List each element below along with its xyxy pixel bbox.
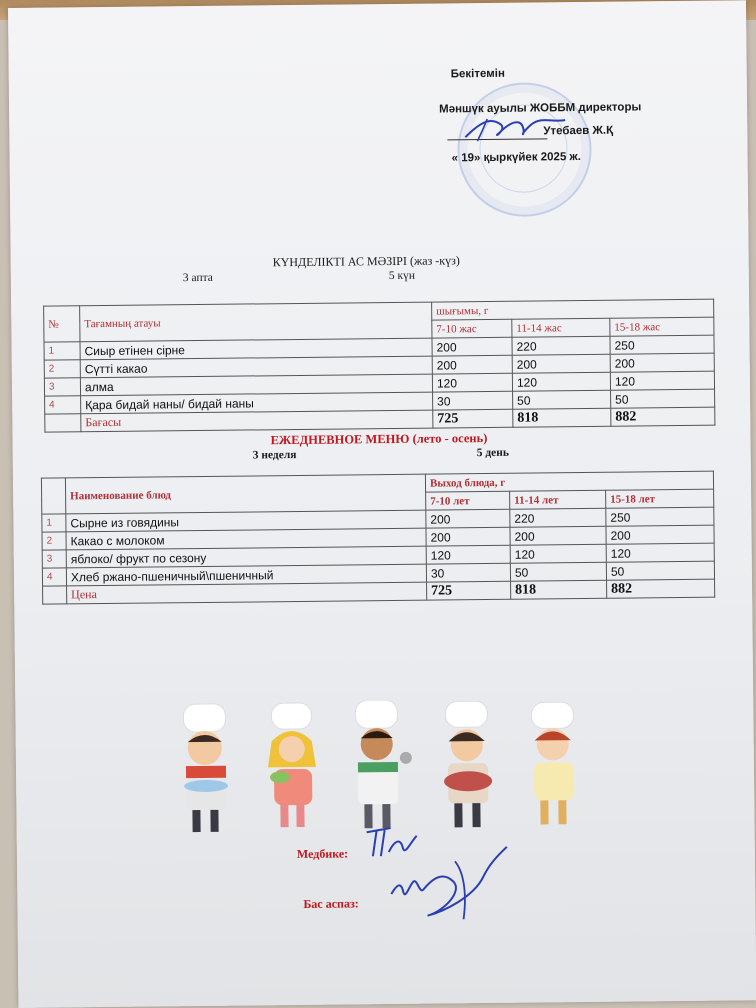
ru-week: 3 неделя [252, 449, 297, 462]
chef-label: Бас аспаз: [303, 896, 359, 911]
yield-age1: 120 [432, 373, 512, 392]
kz-header-no: № [44, 306, 80, 342]
row-number: 3 [42, 550, 66, 568]
yield-age1: 30 [426, 563, 510, 582]
row-number: 4 [42, 568, 66, 586]
total-age1: 725 [433, 409, 513, 428]
dish-name: Сүтті какао [80, 356, 432, 378]
yield-age1: 200 [426, 509, 510, 528]
kz-menu-table [43, 299, 715, 433]
yield-age2: 50 [513, 390, 611, 409]
dish-name: алма [80, 374, 432, 396]
yield-age3: 120 [606, 543, 714, 562]
total-age2: 818 [511, 580, 607, 599]
kz-header-yield: шығымы, г [432, 299, 714, 320]
yield-age2: 50 [510, 562, 606, 581]
yield-age2: 120 [510, 544, 606, 563]
kz-header-dish: Тағамның атауы [80, 302, 432, 342]
total-age3: 882 [607, 579, 715, 598]
yield-age1: 200 [426, 527, 510, 546]
empty-cell [45, 414, 81, 432]
chef-kid-4 [443, 701, 492, 827]
dish-name: Сырне из говядины [66, 510, 426, 532]
dish-name: Какао с молоком [66, 528, 426, 550]
kz-menu-title: КҮНДЕЛІКТІ АС МӘЗІРІ (жаз -күз) [272, 253, 460, 270]
yield-age2: 120 [512, 372, 610, 391]
approval-block [439, 67, 719, 165]
yield-age3: 50 [611, 389, 715, 408]
kz-header-age3: 15-18 жас [610, 317, 714, 336]
approval-line4: « 19» қыркүйек 2025 ж. [451, 151, 581, 165]
nurse-label: Медбике: [296, 846, 349, 862]
ru-header-dish: Наименование блюд [65, 474, 425, 514]
yield-age3: 250 [610, 335, 714, 354]
total-label: Бағасы [81, 410, 433, 432]
yield-age1: 200 [432, 337, 512, 356]
yield-age1: 200 [432, 355, 512, 374]
yield-age2: 200 [510, 526, 606, 545]
chef-kid-2 [267, 703, 316, 827]
yield-age3: 250 [606, 507, 714, 526]
yield-age2: 220 [510, 508, 606, 527]
row-number: 3 [44, 378, 80, 396]
chef-signature-icon [383, 841, 514, 926]
chef-kid-1 [183, 704, 228, 832]
yield-age3: 50 [606, 561, 714, 580]
director-signature-icon [461, 110, 571, 145]
ru-menu-title: ЕЖЕДНЕВНОЕ МЕНЮ (лето - осень) [270, 431, 488, 448]
yield-age1: 30 [433, 391, 513, 410]
ru-header-age3: 15-18 лет [606, 489, 714, 508]
kz-header-age1: 7-10 жас [432, 319, 512, 338]
yield-age2: 200 [512, 354, 610, 373]
dish-name: Қара бидай наны/ бидай наны [81, 392, 433, 414]
row-number: 1 [42, 514, 66, 532]
total-age1: 725 [427, 581, 511, 600]
approval-line2: Мәншүк ауылы ЖОББМ директоры [439, 101, 642, 116]
total-age3: 882 [611, 407, 715, 426]
total-label: Цена [67, 582, 427, 604]
yield-age3: 200 [606, 525, 714, 544]
kz-day: 5 күн [388, 269, 416, 283]
kz-header-age2: 11-14 жас [512, 318, 610, 337]
yield-age3: 120 [610, 371, 714, 390]
dish-name: яблоко/ фрукт по сезону [66, 546, 426, 568]
row-number: 2 [44, 360, 80, 378]
empty-cell [41, 478, 65, 514]
row-number: 2 [42, 532, 66, 550]
ru-header-yield: Выход блюда, г [425, 471, 713, 492]
row-number: 1 [44, 342, 80, 360]
approval-line1: Бекітемін [450, 67, 505, 81]
chef-kid-3 [355, 700, 412, 829]
ru-day: 5 день [476, 446, 510, 460]
dish-name: Сиыр етінен сірне [80, 338, 432, 360]
chef-kid-5 [531, 702, 574, 824]
approval-line3: Утебаев Ж.Қ [543, 124, 614, 138]
total-age2: 818 [513, 408, 611, 427]
yield-age3: 200 [610, 353, 714, 372]
ru-header-age1: 7-10 лет [426, 491, 510, 510]
yield-age2: 220 [512, 336, 610, 355]
menu-sheet [8, 0, 756, 1008]
ru-header-age2: 11-14 лет [510, 490, 606, 509]
yield-age1: 120 [426, 545, 510, 564]
empty-cell [43, 586, 67, 604]
row-number: 4 [45, 396, 81, 414]
ru-menu-table [41, 471, 715, 605]
kz-week: 3 апта [182, 271, 213, 285]
dish-name: Хлеб ржано-пшеничный\пшеничный [66, 564, 426, 586]
